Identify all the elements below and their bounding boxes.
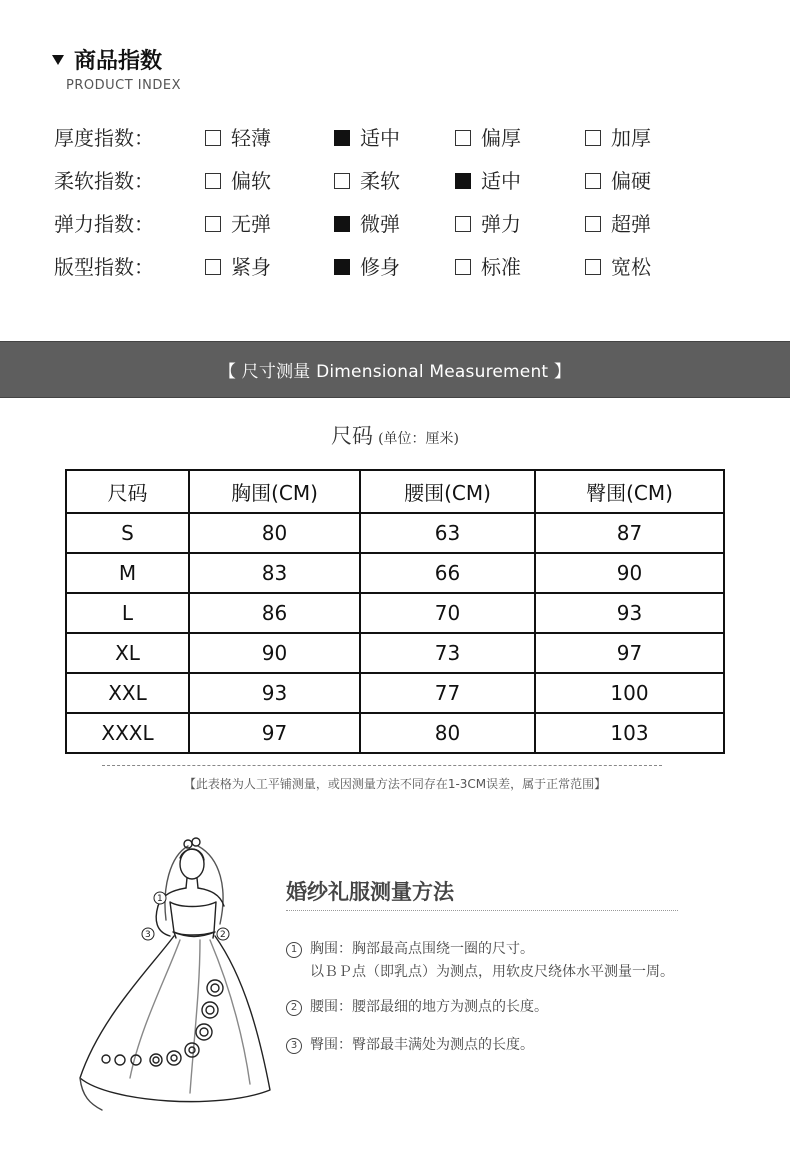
header-hip: 臀围(CM): [535, 470, 724, 513]
index-option[interactable]: [455, 165, 521, 194]
number-2-icon: 2: [286, 1000, 302, 1016]
index-label: 版型指数：: [54, 255, 154, 279]
cell-hip: 93: [535, 593, 724, 633]
cell-hip: 97: [535, 633, 724, 673]
index-option[interactable]: [455, 251, 521, 280]
cell-size: M: [66, 553, 189, 593]
method-item-2-line1: 腰围：腰部最细的地方为测点的长度。: [310, 999, 548, 1015]
cell-waist: 80: [360, 713, 535, 753]
index-option-label: 偏软: [231, 169, 271, 193]
product-index-subtitle: PRODUCT INDEX: [66, 78, 181, 93]
cell-size: L: [66, 593, 189, 633]
method-title: 婚纱礼服测量方法: [286, 880, 454, 904]
table-row: [66, 553, 724, 593]
index-option[interactable]: [205, 208, 271, 237]
index-option-label: 宽松: [611, 255, 651, 279]
checkbox-empty-icon[interactable]: [455, 130, 471, 146]
index-option-label: 偏厚: [481, 126, 521, 150]
checkbox-empty-icon[interactable]: [334, 173, 350, 189]
method-item-1-line2: 以ＢＰ点（即乳点）为测点，用软皮尺绕体水平测量一周。: [310, 964, 674, 980]
cell-hip: 100: [535, 673, 724, 713]
checkbox-checked-icon[interactable]: [334, 259, 350, 275]
checkbox-empty-icon[interactable]: [205, 173, 221, 189]
cell-size: XXL: [66, 673, 189, 713]
index-option[interactable]: [585, 208, 651, 237]
size-chart-unit: (单位：厘米): [378, 431, 460, 447]
method-item-3-line1: 臀围：臀部最丰满处为测点的长度。: [310, 1037, 534, 1053]
checkbox-empty-icon[interactable]: [455, 259, 471, 275]
dimension-banner: 【 尺寸测量 Dimensional Measurement 】: [0, 341, 790, 398]
cell-waist: 63: [360, 513, 535, 553]
checkbox-checked-icon[interactable]: [455, 173, 471, 189]
index-label: 厚度指数：: [54, 126, 154, 150]
table-row: [66, 633, 724, 673]
wedding-dress-illustration: [70, 828, 280, 1118]
product-index-title-text: 商品指数: [74, 49, 163, 74]
index-option-label: 柔软: [360, 169, 400, 193]
figure-marker-3: 3: [145, 930, 151, 940]
size-table: [65, 469, 725, 754]
size-chart-title-text: 尺码: [330, 424, 373, 448]
cell-size: XL: [66, 633, 189, 673]
cell-bust: 93: [189, 673, 360, 713]
product-index-title: [52, 44, 162, 75]
index-option[interactable]: [205, 122, 271, 151]
triangle-down-icon: [52, 55, 64, 65]
dashed-divider: [102, 765, 662, 766]
index-option[interactable]: [585, 122, 651, 151]
number-3-icon: 3: [286, 1038, 302, 1054]
index-option-label: 弹力: [481, 212, 521, 236]
index-option-label: 紧身: [231, 255, 271, 279]
checkbox-empty-icon[interactable]: [585, 130, 601, 146]
index-option[interactable]: [455, 208, 521, 237]
index-option-label: 偏硬: [611, 169, 651, 193]
index-option-label: 加厚: [611, 126, 651, 150]
cell-hip: 90: [535, 553, 724, 593]
method-item-1-line1: 胸围：胸部最高点围绕一圈的尺寸。: [310, 941, 534, 957]
index-label: 弹力指数：: [54, 212, 154, 236]
table-row: [66, 713, 724, 753]
checkbox-checked-icon[interactable]: [334, 130, 350, 146]
header-bust: 胸围(CM): [189, 470, 360, 513]
header-waist: 腰围(CM): [360, 470, 535, 513]
index-option[interactable]: [585, 165, 651, 194]
checkbox-empty-icon[interactable]: [205, 259, 221, 275]
cell-hip: 103: [535, 713, 724, 753]
figure-marker-2: 2: [220, 930, 226, 940]
size-chart-title: [0, 420, 790, 450]
index-option-label: 标准: [481, 255, 521, 279]
index-option[interactable]: [334, 122, 400, 151]
checkbox-empty-icon[interactable]: [585, 259, 601, 275]
checkbox-empty-icon[interactable]: [585, 173, 601, 189]
table-row: [66, 593, 724, 633]
index-option[interactable]: [585, 251, 651, 280]
index-label: 柔软指数：: [54, 169, 154, 193]
index-option-label: 微弹: [360, 212, 400, 236]
figure-marker-1: 1: [157, 894, 163, 904]
method-item-1: [286, 938, 534, 959]
checkbox-checked-icon[interactable]: [334, 216, 350, 232]
cell-bust: 90: [189, 633, 360, 673]
checkbox-empty-icon[interactable]: [205, 130, 221, 146]
cell-bust: 83: [189, 553, 360, 593]
index-option[interactable]: [455, 122, 521, 151]
cell-bust: 97: [189, 713, 360, 753]
index-option[interactable]: [334, 251, 400, 280]
cell-hip: 87: [535, 513, 724, 553]
size-table-header-row: [66, 470, 724, 513]
cell-bust: 86: [189, 593, 360, 633]
method-divider: [286, 910, 678, 911]
index-option-label: 轻薄: [231, 126, 271, 150]
table-row: [66, 513, 724, 553]
cell-waist: 77: [360, 673, 535, 713]
method-item-2: [286, 996, 548, 1017]
index-option[interactable]: [334, 165, 400, 194]
index-option-label: 适中: [481, 169, 521, 193]
index-option[interactable]: [334, 208, 400, 237]
checkbox-empty-icon[interactable]: [455, 216, 471, 232]
table-row: [66, 673, 724, 713]
header-size: 尺码: [66, 470, 189, 513]
checkbox-empty-icon[interactable]: [585, 216, 601, 232]
index-option[interactable]: [205, 251, 271, 280]
number-1-icon: 1: [286, 942, 302, 958]
cell-size: XXXL: [66, 713, 189, 753]
index-option-label: 超弹: [611, 212, 651, 236]
cell-size: S: [66, 513, 189, 553]
checkbox-empty-icon[interactable]: [205, 216, 221, 232]
index-option-label: 无弹: [231, 212, 271, 236]
index-option-label: 适中: [360, 126, 400, 150]
index-option-label: 修身: [360, 255, 400, 279]
cell-waist: 73: [360, 633, 535, 673]
method-item-3: [286, 1034, 534, 1055]
cell-bust: 80: [189, 513, 360, 553]
index-option[interactable]: [205, 165, 271, 194]
measurement-note: 【此表格为人工平铺测量，或因测量方法不同存在1-3CM误差，属于正常范围】: [183, 777, 607, 791]
cell-waist: 70: [360, 593, 535, 633]
cell-waist: 66: [360, 553, 535, 593]
